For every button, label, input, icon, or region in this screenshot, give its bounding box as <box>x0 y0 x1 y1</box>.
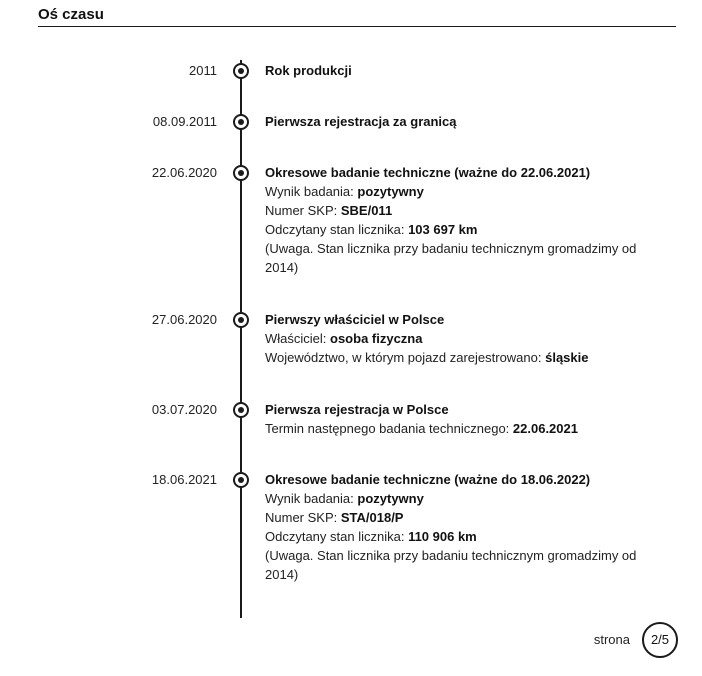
timeline-dot-icon <box>233 63 249 79</box>
timeline-dot-icon <box>233 165 249 181</box>
detail-value: SBE/011 <box>340 203 393 218</box>
timeline-dot-icon <box>233 114 249 130</box>
detail-line <box>265 329 655 348</box>
event-body <box>265 400 655 438</box>
detail-value: osoba fizyczna <box>330 331 423 346</box>
detail-line <box>265 220 655 239</box>
detail-value: STA/018/P <box>340 510 404 525</box>
event-body <box>265 470 655 584</box>
event-date: 2011 <box>189 63 217 78</box>
detail-label: Numer SKP: <box>265 203 341 218</box>
detail-line <box>265 419 655 438</box>
event-title: Rok produkcji <box>265 63 352 78</box>
detail-label: Wynik badania: <box>265 491 358 506</box>
detail-note <box>265 546 655 584</box>
detail-label: Numer SKP: <box>265 510 341 525</box>
event-body <box>265 112 655 131</box>
detail-label: Odczytany stan licznika: <box>265 529 409 544</box>
detail-line <box>265 527 655 546</box>
detail-value: pozytywny <box>357 184 424 199</box>
page-indicator[interactable]: 2/5 <box>642 622 678 658</box>
detail-label: (Uwaga. Stan licznika przy badaniu technicznym gromadzimy od 2014) <box>265 548 637 582</box>
pagination <box>560 622 678 658</box>
detail-line <box>265 348 655 367</box>
detail-label: Wynik badania: <box>265 184 358 199</box>
detail-label: Termin następnego badania technicznego: <box>265 421 513 436</box>
detail-line <box>265 489 655 508</box>
detail-label: Odczytany stan licznika: <box>265 222 409 237</box>
detail-value: 103 697 km <box>408 222 478 237</box>
timeline-axis <box>240 60 242 618</box>
page-label: strona <box>593 632 630 647</box>
detail-line <box>265 508 655 527</box>
event-date: 18.06.2021 <box>151 472 217 487</box>
event-title: Pierwsza rejestracja za granicą <box>265 114 457 129</box>
event-body <box>265 310 655 367</box>
event-body <box>265 163 655 277</box>
detail-note <box>265 239 655 277</box>
detail-label: Województwo, w którym pojazd zarejestrowano: <box>265 350 546 365</box>
event-date: 03.07.2020 <box>151 402 217 417</box>
event-title: Okresowe badanie techniczne (ważne do 22.06.2021) <box>265 165 591 180</box>
timeline-dot-icon <box>233 472 249 488</box>
event-body <box>265 61 655 80</box>
detail-line <box>265 201 655 220</box>
timeline-dot-icon <box>233 312 249 328</box>
detail-label: Właściciel: <box>265 331 331 346</box>
event-title: Pierwsza rejestracja w Polsce <box>265 402 449 417</box>
event-title: Okresowe badanie techniczne (ważne do 18.06.2022) <box>265 472 591 487</box>
detail-value: śląskie <box>545 350 589 365</box>
section-header <box>38 4 676 27</box>
event-title: Pierwszy właściciel w Polsce <box>265 312 445 327</box>
timeline-dot-icon <box>233 402 249 418</box>
page-title: Oś czasu <box>38 6 104 23</box>
event-date: 22.06.2020 <box>151 165 217 180</box>
detail-value: 22.06.2021 <box>512 421 578 436</box>
event-date: 27.06.2020 <box>151 312 217 327</box>
detail-line <box>265 182 655 201</box>
event-date: 08.09.2011 <box>152 114 217 129</box>
detail-value: pozytywny <box>357 491 424 506</box>
detail-value: 110 906 km <box>408 529 477 544</box>
detail-label: (Uwaga. Stan licznika przy badaniu technicznym gromadzimy od 2014) <box>265 241 637 275</box>
